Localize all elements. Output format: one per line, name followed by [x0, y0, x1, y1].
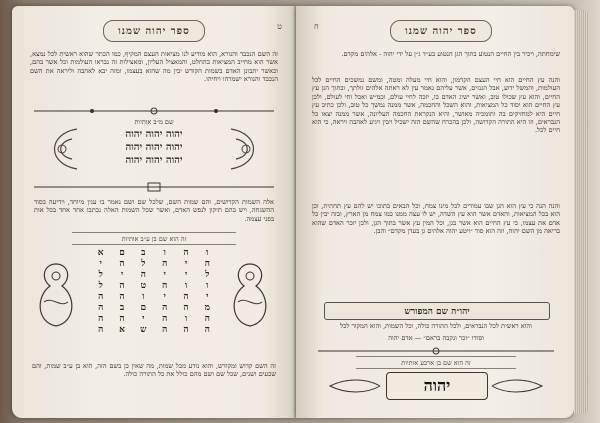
- left-flourish-icon: [42, 124, 82, 174]
- grid-letter: ו: [142, 292, 145, 302]
- grid-letter: ל: [141, 259, 146, 269]
- grid-letter: ה: [183, 248, 189, 258]
- right-body-paragraph-1: והנה עץ החיים הוא חיי העצם הקדמון, והוא חיי מעלה ומטה, ומשם נמשכים החיים לכל העולמות, והמשל ידוע, אבל הגנזים, אשר עליהם נאמר עין לא ראתה אלהים זולתך, ובתוך הגן עץ החיים, והוא עץ שכולו טוב, ואשר ישיג האדם בו, יזכה לחיי עולם, וכמ״ש ואכל וחי לעולם, ולכן עץ החיים הוא יסוד כל המציאות, והוא השכל והחכמה, אשר ממנה נמשך כל טוב, ולכן כתיב עץ חיים היא למחזיקים בה ותומכיה מאושר, והיא הנקראת החכמה העליונה, אשר ממנה יצאו כל הנבראים, וזו היא התורה הקדושה, ולכן בהכרח שהשם הזה ישכיל ויבין ויגיע לאהבה ויראה, כי הוא חיים לכל.: [312, 76, 560, 135]
- big-divine-name: יהוה: [386, 372, 488, 400]
- left-label-under-rule: שם מ״ב אותיות: [134, 118, 174, 126]
- right-body-paragraph-2: והנה הנה כי עץ הוא הגן שבו עמודים לכל מינו צמח, וכל הבאים בתוכו יש להם עץ תחתית, וכן הוא בכל המציאות, והאדם אשר הוא עץ השדה, יש לו עצה ממנו כמו צמח מן הארץ, ובזה יבין כל אדם את עצמו, כי עץ החיים הוא אשר בגן, וכל המין עץ אשר בתוך הגן, ולכן יזכר האדם שהוא בריאה מן השם יהוה, וזה הוא סוד ״ויטע יהוה אלהים גן בעדן מקדם״ והבן.: [312, 202, 560, 236]
- grid-letter: ה: [119, 259, 125, 269]
- grid-letter: ה: [98, 325, 104, 335]
- left-name-block: [84, 128, 224, 167]
- grid-letter: ה: [162, 281, 168, 291]
- grid-letter: ה: [140, 270, 146, 280]
- grid-letter: ב: [141, 248, 146, 258]
- left-intro-paragraph: זה השם הנכבד והנורא, הוא מודיע לנו מציאות העצם המקיף, כמו הכתר שהוא ראשית לכל נמצא, אשר הוא מחייב המציאות בהחלט, והמאציל העליון, ומאצילות זה נבראו העולמות וכל אשר בהם, וכאשר יתבונן האדם בשמות הקודש יבין מה שהוא בעצמו, ומזה יבא לאהבה וליראה את השם הנכבד והנורא ישמרהו ויחיהו.: [30, 50, 278, 84]
- grid-letter: ה: [183, 325, 189, 335]
- right-ornament-rule: [316, 346, 556, 356]
- grid-letter: ל: [98, 270, 103, 280]
- grid-letter: א: [97, 248, 104, 258]
- grid-letter: ל: [205, 270, 210, 280]
- grid-letter: י: [184, 259, 188, 269]
- right-vase-ornament-icon: [224, 256, 276, 336]
- ornament-rule-icon: [32, 182, 276, 192]
- grid-letter: ה: [183, 292, 189, 302]
- grid-letter: ו: [206, 248, 209, 258]
- right-page-header: [326, 18, 556, 44]
- right-banner-title: יהו״ה שם המפורש: [324, 302, 550, 320]
- left-page: [12, 6, 296, 418]
- grid-letter: א: [119, 325, 125, 335]
- grid-letter: ה: [98, 314, 104, 324]
- grid-letter: ו: [206, 281, 209, 291]
- left-header-title: ספר יהוה שמנו: [103, 20, 205, 42]
- ornament-rule-icon: [316, 346, 556, 356]
- grid-letter: י: [142, 314, 145, 324]
- grid-letter: ה: [162, 314, 168, 324]
- grid-letter: ב: [119, 303, 125, 313]
- book-page-edges: [574, 10, 588, 414]
- grid-letter: י: [184, 270, 188, 280]
- grid-letter: ו: [184, 314, 188, 324]
- right-page: [296, 6, 574, 418]
- left-vase-ornament-icon: [30, 256, 82, 336]
- grid-letter: ה: [98, 292, 104, 302]
- grid-letter: ה: [204, 314, 210, 324]
- grid-letter: ה: [204, 325, 210, 335]
- grid-letter: י: [163, 270, 166, 280]
- ornament-rule-icon: [32, 106, 276, 116]
- grid-letter: י: [163, 292, 166, 302]
- name-row: יהוה יהוה יהוה: [125, 129, 183, 140]
- right-caption: זה הוא שם בן ארבע אותיות: [356, 356, 516, 369]
- right-flourish-icon: [226, 124, 266, 174]
- left-scroll-ornament-icon: [326, 376, 382, 396]
- right-banner-subtext: והוא ראשית לכל הנבראים, ולכל התורה כולה, וכל השמות, והוא המקור לכל: [340, 322, 532, 330]
- grid-letter: ם: [140, 303, 147, 313]
- left-ornament-rule-1: [32, 106, 276, 116]
- right-scroll-ornament-icon: [490, 376, 546, 396]
- left-middle-paragraph: אלה השמות הקדושים, והם שמות השם, שלכל שם ושם נאמר בו ענין מיוחד, וידיעה בסוד ההשגחה, ויש בהם תיקון לנפש האדם, ואשר שכל השמות האלה נכתבו אחד אחד בכל אות בפני עצמה.: [34, 198, 274, 223]
- right-banner-reference: וסודו ״זכר ונקבה בראם״ — אדם יהוה: [388, 334, 484, 342]
- grid-letter: מ: [204, 303, 210, 313]
- grid-letter: ה: [183, 303, 189, 313]
- grid-letter: ה: [162, 259, 168, 269]
- letters-grid: [90, 248, 218, 336]
- left-page-header: [32, 18, 276, 44]
- grid-letter: ה: [119, 314, 125, 324]
- grid-letter: ו: [163, 248, 166, 258]
- left-grid-caption: זה הוא שם בן ע״ב אותיות: [72, 232, 236, 245]
- grid-letter: ה: [119, 281, 125, 291]
- grid-letter: י: [120, 270, 124, 280]
- grid-letter: ה: [162, 303, 168, 313]
- grid-letter: ה: [98, 303, 104, 313]
- right-page-number: ח: [314, 22, 319, 31]
- grid-letter: י: [206, 292, 209, 302]
- left-footer-paragraph: זה השם קדוש ומקודש, והוא נודע מכל שמות, מה שאין כן בשם הזה, הוא בן ע״ב שמות, והם שבעים ושנים, שכל שם ושם מהם כולל את כל התורה כולה.: [32, 362, 276, 379]
- right-top-paragraph: שימחתה, ויכיר בין החיים הנטוע בתוך הגן הנטוע בע״ד ג״ן על ידי יהוה - אלהים מקדם.: [341, 50, 560, 58]
- grid-letter: ו: [184, 281, 188, 291]
- grid-letter: י: [99, 259, 102, 269]
- grid-letter: ל: [98, 281, 103, 291]
- grid-letter: ה: [162, 325, 168, 335]
- grid-letter: ש: [140, 325, 147, 335]
- grid-letter: ה: [204, 259, 210, 269]
- left-ornament-rule-2: [32, 182, 276, 192]
- name-row: יהוה יהוה יהוה: [125, 155, 183, 166]
- name-row: יהוה יהוה יהוה: [125, 142, 183, 153]
- right-header-title: ספר יהוה שמנו: [390, 20, 492, 42]
- grid-letter: ם: [119, 248, 125, 258]
- grid-letter: ה: [119, 292, 125, 302]
- grid-letter: ט: [140, 281, 147, 291]
- left-page-number: ט: [277, 22, 282, 31]
